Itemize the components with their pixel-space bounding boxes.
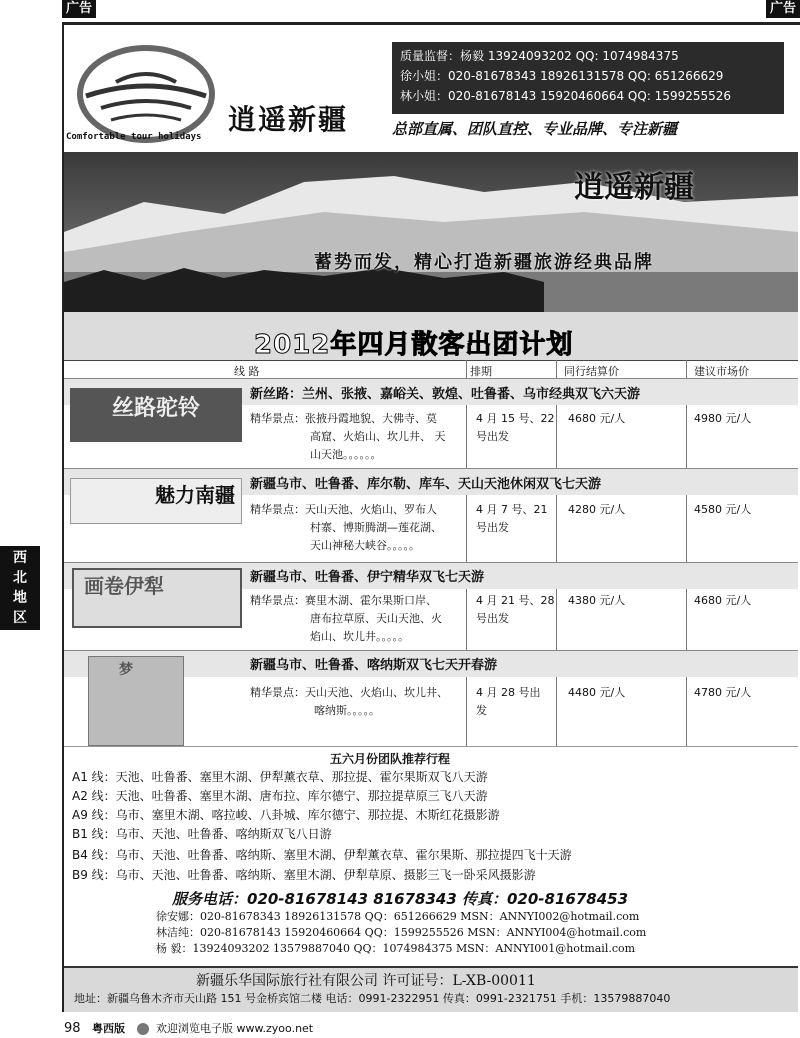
spots-line: 高窟、火焰山、坎儿井、 天 — [310, 430, 446, 443]
header-date: 排期 — [470, 365, 492, 378]
header-route: 线 路 — [234, 365, 260, 378]
date-line: 号出发 — [476, 430, 509, 443]
spots-line: 喀纳斯。。。。。 — [314, 704, 380, 717]
route-title: 新丝路：兰州、张掖、嘉峪关、敦煌、吐鲁番、乌市经典双飞六天游 — [250, 387, 641, 402]
spots-line: 山天池。。。。。。 — [310, 448, 382, 461]
groups-title: 五六月份团队推荐行程 — [330, 752, 451, 766]
company-name: 新疆乐华国际旅行社有限公司 许可证号：L-XB-00011 — [196, 973, 536, 989]
edition-label: 粤西版 — [92, 1022, 126, 1035]
region-char: 北 — [13, 570, 27, 586]
ad-tag-right: 广告 — [766, 0, 800, 18]
route-date — [476, 684, 541, 720]
spots-line: 唐布拉草原、天山天池、火 — [310, 612, 442, 625]
contact-line: 徐小姐：020-81678343 18926131578 QQ: 651266629 — [400, 69, 724, 83]
company-address: 地址：新疆乌鲁木齐市天山路 151 号金桥宾馆二楼 电话：0991-2322951 传真：0991-2321751 手机：13579887040 — [74, 992, 671, 1005]
region-char: 区 — [13, 610, 27, 626]
date-line: 号出发 — [476, 612, 509, 625]
staff-contact: 林洁纯：020-81678143 15920460664 QQ：1599255526 MSN：ANNYI004@hotmail.com — [156, 926, 647, 939]
route-date — [476, 592, 554, 628]
date-line: 4 月 15 号、22 — [476, 412, 555, 425]
route-image: 魅力南疆 — [70, 478, 242, 524]
spots-line: 精华景点：张掖丹霞地貌、大佛寺、莫 — [250, 412, 437, 425]
date-line: 号出发 — [476, 521, 509, 534]
region-label — [0, 546, 40, 630]
plan-title: 2012年四月散客出团计划 — [254, 330, 574, 360]
table-header — [64, 360, 798, 380]
contact-box — [392, 42, 784, 114]
route-spots — [250, 592, 442, 646]
spots-line: 精华景点：天山天池、火焰山、罗布人 — [250, 503, 437, 516]
route-title: 新疆乌市、吐鲁番、库尔勒、库车、天山天池休闲双飞七天游 — [250, 477, 602, 492]
slogan: 总部直属、团队直控、专业品牌、专注新疆 — [392, 120, 678, 138]
group-line: A2 线：天池、吐鲁番、塞里木湖、唐布拉、库尔德宁、那拉提草原三飞八天游 — [72, 789, 488, 803]
staff-contact: 杨 毅：13924093202 13579887040 QQ：1074984375 MSN：ANNYI001@hotmail.com — [156, 942, 636, 955]
spots-line: 焰山、坎儿井。。。。。 — [310, 630, 409, 643]
region-char: 地 — [13, 590, 27, 606]
contact-line: 林小姐：020-81678143 15920460664 QQ: 1599255526 — [400, 89, 732, 103]
logo-caption: Comfortable tour holidays — [66, 132, 202, 142]
route-image: 画卷伊犁 — [72, 568, 242, 628]
banner-brand: 逍遥新疆 — [574, 170, 694, 205]
date-line: 4 月 28 号出 — [476, 686, 541, 699]
group-line: A9 线：乌市、塞里木湖、喀拉峻、八卦城、库尔德宁、那拉提、木斯红花摄影游 — [72, 808, 500, 822]
page-footer — [64, 1020, 313, 1036]
service-phone: 服务电话：020-81678143 81678343 传真：020-81678453 — [172, 890, 629, 908]
spots-line: 村寨、博斯腾湖—莲花湖、 — [310, 521, 442, 534]
route-date — [476, 501, 547, 537]
column-divider — [466, 360, 467, 746]
group-line: B1 线：乌市、天池、吐鲁番、喀纳斯双飞八日游 — [72, 827, 332, 841]
route-image: 丝路驼铃 — [70, 388, 242, 442]
column-divider — [686, 360, 687, 746]
group-line: B4 线：乌市、天池、吐鲁番、喀纳斯、塞里木湖、伊犁薰衣草、霍尔果斯、那拉提四飞十天游 — [72, 848, 572, 862]
route-spots — [250, 410, 446, 464]
group-line: A1 线：天池、吐鲁番、塞里木湖、伊犁薰衣草、那拉提、霍尔果斯双飞八天游 — [72, 770, 488, 784]
market-price: 4580 元/人 — [694, 503, 752, 516]
trade-price: 4680 元/人 — [568, 412, 626, 425]
page-number: 98 — [64, 1021, 81, 1036]
header-market-price: 建议市场价 — [694, 365, 749, 378]
route-date — [476, 410, 554, 446]
staff-contact: 徐安娜：020-81678343 18926131578 QQ：651266629 MSN：ANNYI002@hotmail.com — [156, 910, 640, 923]
trade-price: 4480 元/人 — [568, 686, 626, 699]
banner-image — [64, 152, 798, 360]
spots-line: 天山神秘大峡谷。。。。。 — [310, 539, 420, 552]
header-trade-price: 同行结算价 — [564, 365, 619, 378]
market-price: 4780 元/人 — [694, 686, 752, 699]
divider — [64, 746, 798, 747]
date-line: 4 月 21 号、28 — [476, 594, 555, 607]
route-title: 新疆乌市、吐鲁番、喀纳斯双飞七天开春游 — [250, 658, 498, 673]
column-divider — [556, 360, 557, 746]
ad-tag-left: 广告 — [62, 0, 96, 18]
group-line: B9 线：乌市、天池、吐鲁番、喀纳斯、塞里木湖、伊犁草原、摄影三飞一卧采风摄影游 — [72, 868, 536, 882]
region-char: 西 — [13, 550, 27, 566]
route-spots — [250, 501, 442, 555]
route-image: 梦 — [88, 656, 184, 746]
date-line: 发 — [476, 704, 487, 717]
banner-tagline: 蓄势而发，精心打造新疆旅游经典品牌 — [314, 252, 654, 273]
market-price: 4980 元/人 — [694, 412, 752, 425]
date-line: 4 月 7 号、21 — [476, 503, 548, 516]
contact-line: 质量监督：杨毅 13924093202 QQ: 1074984375 — [400, 49, 679, 63]
brand-name: 逍遥新疆 — [228, 103, 349, 136]
spots-line: 精华景点：天山天池、火焰山、坎儿井、 — [250, 686, 448, 699]
circle-icon — [137, 1023, 149, 1035]
spots-line: 精华景点：赛里木湖、霍尔果斯口岸、 — [250, 594, 437, 607]
footer-text: 欢迎浏览电子版 www.zyoo.net — [156, 1022, 314, 1035]
logo-area — [66, 36, 386, 146]
trade-price: 4380 元/人 — [568, 594, 626, 607]
market-price: 4680 元/人 — [694, 594, 752, 607]
route-spots — [250, 684, 448, 720]
trade-price: 4280 元/人 — [568, 503, 626, 516]
route-title: 新疆乌市、吐鲁番、伊宁精华双飞七天游 — [250, 570, 485, 585]
